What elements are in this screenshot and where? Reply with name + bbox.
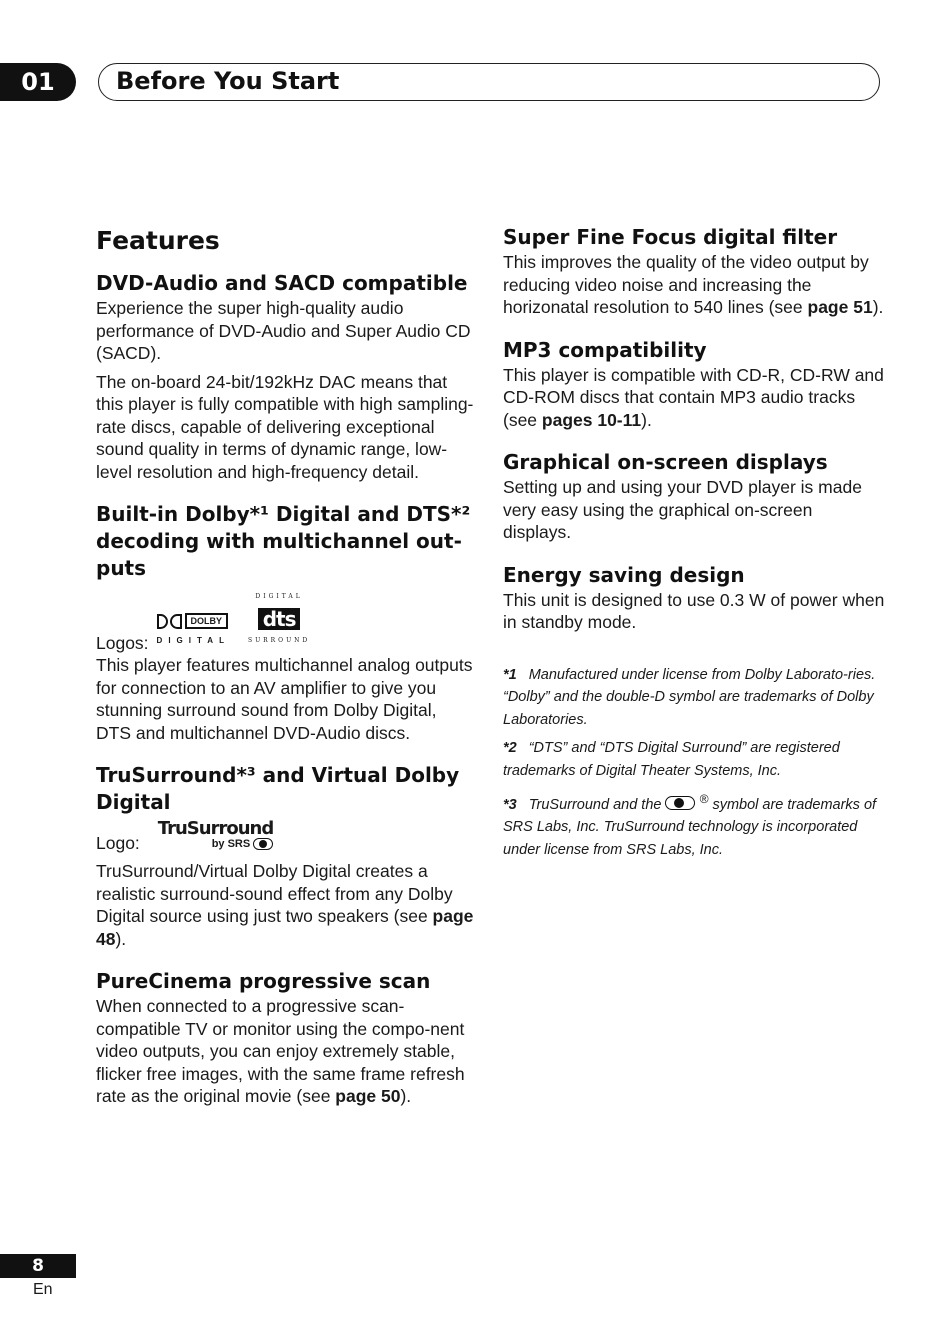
logo-label: Logo: (96, 833, 140, 853)
section-text: Setting up and using your DVD player is made very easy using the graphical on-screen displays. (503, 477, 862, 542)
section-text: This improves the quality of the video output by reducing video noise and increasing the horizonatal resolution to 540 lines (see page 51). (503, 252, 884, 317)
section-heading: Energy saving design (503, 562, 745, 587)
section-text: This player features multichannel analog outputs for connection to an AV amplifier to give you stunning surround sound from Dolby Digital, DTS and multichannel DVD-Audio discs. (96, 655, 473, 743)
trusurround-logo-text: TruSurround (157, 818, 274, 839)
section-trusurround (96, 762, 474, 950)
page-reference: page 51 (807, 297, 873, 317)
section-text: The on-board 24-bit/192kHz DAC means that this player is fully compatible with high sampling-rate discs, capable of delivering exceptional sound quality in terms of dynamic range, low-level resolution and high-frequency detail. (96, 371, 474, 482)
dolby-logo-text: DOLBY (185, 613, 229, 629)
footnote-1: *1 Manufactured under license from Dolby Laborato-ries. “Dolby” and the double-D symbol are trademarks of Dolby Laboratories. (503, 666, 876, 728)
footnote-2: *2 “DTS” and “DTS Digital Surround” are registered trademarks of Digital Theater Systems, Inc. (503, 740, 840, 779)
srs-symbol-icon (665, 796, 695, 810)
chapter-number-tab: 01 (0, 63, 76, 101)
srs-icon (253, 838, 273, 850)
logos-label: Logos: (96, 633, 149, 653)
section-mp3 (503, 337, 885, 432)
section-heading: TruSurround*³ and Virtual Dolby Digital (96, 763, 460, 814)
page-reference: page 48 (96, 906, 474, 949)
section-heading: PureCinema progressive scan (96, 969, 431, 993)
chapter-title: Before You Start (116, 67, 340, 95)
section-text: TruSurround/Virtual Dolby Digital creates a realistic surround-sound effect from any Dolby Digital source using just two speakers (see page 48). (96, 861, 474, 949)
page-language: En (33, 1281, 53, 1298)
logo-row (96, 820, 474, 854)
srs-logo-text: by SRS (211, 838, 251, 850)
logos-row (96, 586, 474, 654)
section-heading: DVD-Audio and SACD compatible (96, 271, 468, 295)
trusurround-logo (158, 820, 273, 850)
section-purecinema (96, 968, 474, 1108)
footnotes (503, 664, 885, 862)
section-osd (503, 449, 885, 544)
dts-logo (248, 586, 310, 652)
double-d-icon (157, 614, 182, 629)
left-column (96, 224, 474, 1126)
chapter-title-box (98, 63, 880, 101)
dolby-digital-logo (157, 613, 230, 652)
page-number: 8 (0, 1254, 76, 1278)
dts-logo-main: dts (258, 608, 301, 630)
section-super-fine-focus (503, 224, 885, 319)
page-reference: page 50 (335, 1086, 401, 1106)
section-dvd-audio (96, 270, 474, 483)
section-heading: Built-in Dolby*¹ Digital and DTS*² decoding with multichannel out-puts (96, 502, 471, 580)
section-heading: MP3 compatibility (503, 337, 707, 362)
dolby-logo-subtext: DIGITAL (156, 636, 230, 645)
right-column (503, 224, 885, 867)
section-text: Experience the super high-quality audio performance of DVD-Audio and Super Audio CD (SACD). (96, 298, 471, 363)
section-text: This player is compatible with CD-R, CD-RW and CD-ROM discs that contain MP3 audio tracks (see pages 10-11). (503, 364, 884, 430)
dts-logo-top: DIGITAL (255, 593, 303, 600)
section-dolby-dts (96, 501, 474, 744)
section-heading: Graphical on-screen displays (503, 450, 828, 474)
section-heading: Super Fine Focus digital filter (503, 225, 838, 249)
section-energy (503, 562, 885, 634)
features-title: Features (96, 226, 220, 255)
section-text: When connected to a progressive scan-compatible TV or monitor using the compo-nent video outputs, you can enjoy extremely stable, flicker free images, with the same frame refresh rate as the original movie (see page 50). (96, 996, 465, 1106)
footnote-3: *3 TruSurround and the ® symbol are trademarks of SRS Labs, Inc. TruSurround technology is incorporated under license from SRS Labs, Inc. (503, 792, 877, 858)
dts-logo-bottom: SURROUND (247, 637, 311, 644)
section-text: This unit is designed to use 0.3 W of power when in standby mode. (503, 589, 885, 632)
page-reference: pages 10-11 (541, 409, 642, 430)
